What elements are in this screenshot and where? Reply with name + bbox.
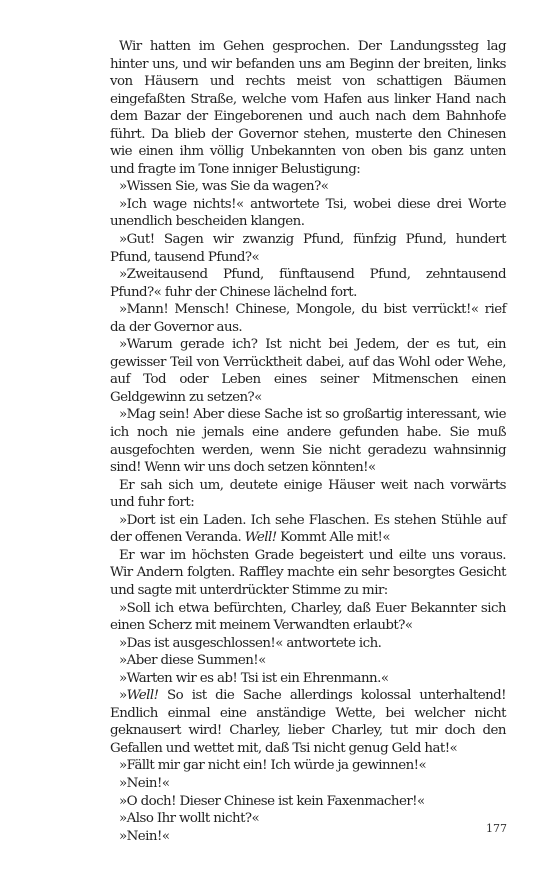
paragraph-text: »Dort ist ein Laden. Ich sehe Flaschen. Es stehen Stühle auf der offenen Veranda.	[110, 512, 506, 546]
paragraph: »Zweitausend Pfund, fünftausend Pfund, zehntausend Pfund?« fuhr der Chinese lächelnd fort.	[110, 267, 506, 300]
paragraph: »Soll ich etwa befürchten, Charley, daß Euer Bekannter sich einen Scherz mit meinem Verwandten erlaubt?«	[110, 600, 506, 634]
paragraph: Er sah sich um, deutete einige Häuser weit nach vorwärts und fuhr fort:	[110, 477, 506, 511]
paragraph: »Also Ihr wollt nicht?«	[119, 811, 260, 827]
paragraph-text: So ist die Sache allerdings kolossal unterhaltend! Endlich einmal eine anständige Wette, bei welcher nicht geknausert wird! Charley, lieber Charley, tut mir doch den Gefallen und wettet mit, daß Tsi nicht genug Geld hat!«	[110, 688, 506, 756]
body-text	[110, 38, 506, 845]
paragraph: »Mann! Mensch! Chinese, Mongole, du bist verrückt!« rief da der Governor aus.	[110, 302, 506, 335]
paragraph	[110, 687, 506, 757]
paragraph-text: »	[119, 688, 127, 704]
paragraph: »Warten wir es ab! Tsi ist ein Ehrenmann.«	[119, 670, 389, 686]
paragraph: »Nein!«	[119, 775, 170, 791]
paragraph: »Das ist ausgeschlossen!« antwortete ich.	[119, 635, 382, 651]
emphasis-text: Well!	[244, 530, 277, 546]
paragraph: Wir hatten im Gehen gesprochen. Der Landungssteg lag hinter uns, und wir befanden uns am Beginn der breiten, links von Häusern und rechts meist von schattigen Bäumen eingefaßten Straße, welche vom Hafen aus linker Hand nach dem Bazar der Eingeborenen und auch nach dem Bahnhofe führt. Da blieb der Governor stehen, musterte den Chinesen wie einen ihm völlig Unbekannten von oben bis ganz unten und fragte im Tone inniger Belustigung:	[110, 39, 506, 177]
paragraph: »Aber diese Summen!«	[119, 653, 266, 669]
paragraph: »Nein!«	[119, 828, 170, 844]
paragraph: »Wissen Sie, was Sie da wagen?«	[119, 179, 329, 195]
paragraph	[110, 512, 506, 547]
paragraph: »Mag sein! Aber diese Sache ist so großartig interessant, wie ich noch nie jemals eine andere gefunden habe. Sie muß ausgefochten werden, wenn Sie nicht geradezu wahnsinnig sind! Wenn wir uns doch setzen könnten!«	[110, 407, 506, 476]
paragraph: Er war im höchsten Grade begeistert und eilte uns voraus. Wir Andern folgten. Raffley machte ein sehr besorgtes Gesicht und sagte mit unterdrückter Stimme zu mir:	[110, 547, 506, 598]
paragraph: »Gut! Sagen wir zwanzig Pfund, fünfzig Pfund, hundert Pfund, tausend Pfund?«	[110, 232, 506, 265]
page-number: 177	[486, 822, 507, 835]
paragraph: »Warum gerade ich? Ist nicht bei Jedem, der es tut, ein gewisser Teil von Verrücktheit dabei, auf das Wohl oder Wehe, auf Tod oder Leben eines seiner Mitmenschen einen Geldgewinn zu setzen?«	[110, 337, 506, 405]
paragraph: »Ich wage nichts!« antwortete Tsi, wobei diese drei Worte unendlich bescheiden klangen.	[110, 196, 506, 230]
paragraph: »O doch! Dieser Chinese ist kein Faxenmacher!«	[119, 793, 425, 809]
paragraph-text: Kommt Alle mit!«	[276, 530, 390, 546]
paragraph: »Fällt mir gar nicht ein! Ich würde ja gewinnen!«	[119, 758, 427, 774]
emphasis-text: Well!	[126, 688, 159, 704]
